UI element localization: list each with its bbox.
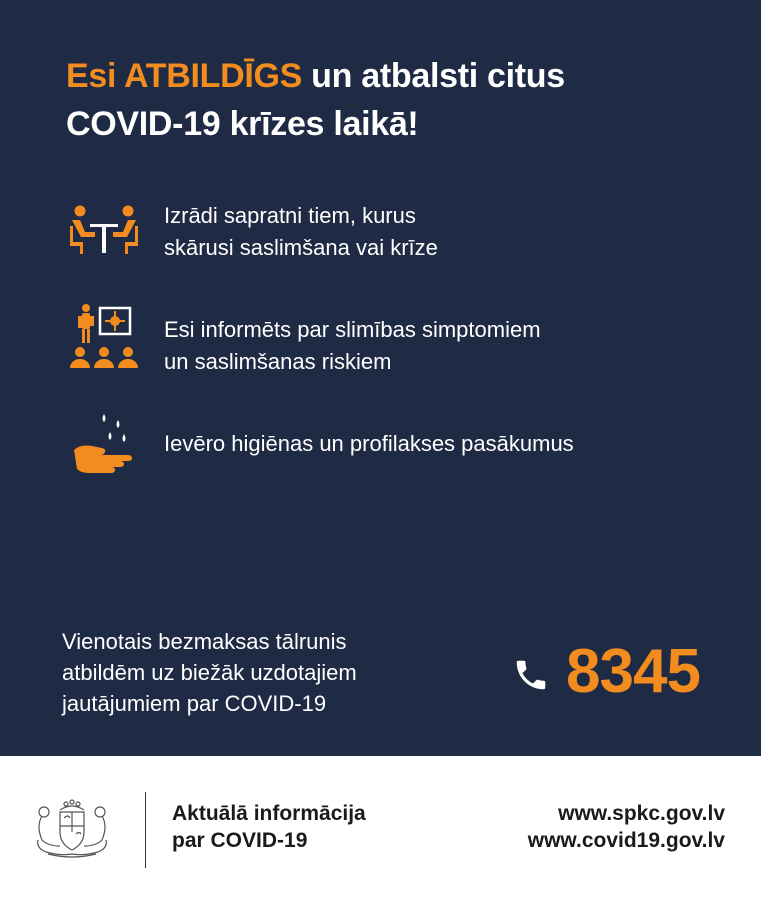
hotline-line: Vienotais bezmaksas tālrunis (62, 629, 347, 654)
hotline-line: jautājumiem par COVID-19 (62, 691, 327, 716)
headline-rest: un atbalsti citus (302, 57, 565, 95)
presentation-audience-icon (66, 302, 142, 378)
tip-hygiene (66, 410, 706, 490)
hotline-line: atbildēm uz biežāk uzdotajiem (62, 660, 357, 685)
hotline-text (62, 626, 482, 719)
hotline-number[interactable]: 8345 (566, 637, 700, 706)
link-covid19[interactable]: www.covid19.gov.lv (527, 829, 725, 852)
headline-accent: Esi ATBILDĪGS (66, 57, 303, 95)
coat-of-arms-icon (30, 796, 114, 860)
two-people-table-icon (66, 196, 142, 272)
footer-divider (145, 792, 146, 868)
tip-informed-text (164, 314, 541, 378)
footer-info-line: Aktuālā informācija (172, 802, 366, 825)
tip-line: Ievēro higiēnas un profilakses pasākumus (164, 431, 574, 456)
footer-links (528, 800, 725, 854)
headline-line2: COVID-19 krīzes laikā! (66, 105, 419, 143)
tip-line: Esi informēts par slimības simptomiem (164, 317, 541, 342)
tip-understanding-text (164, 200, 438, 264)
link-spkc[interactable]: www.spkc.gov.lv (558, 802, 725, 825)
footer-info-line: par COVID-19 (172, 829, 308, 852)
tip-hygiene-text (164, 428, 574, 460)
hand-washing-icon (66, 410, 142, 486)
headline (66, 52, 706, 148)
footer-info (172, 800, 366, 854)
phone-icon (512, 656, 550, 694)
tip-understanding (66, 196, 706, 276)
tip-line: skārusi saslimšana vai krīze (164, 235, 438, 260)
tip-line: un saslimšanas riskiem (164, 349, 392, 374)
tip-informed (66, 302, 706, 382)
tip-line: Izrādi sapratni tiem, kurus (164, 203, 416, 228)
